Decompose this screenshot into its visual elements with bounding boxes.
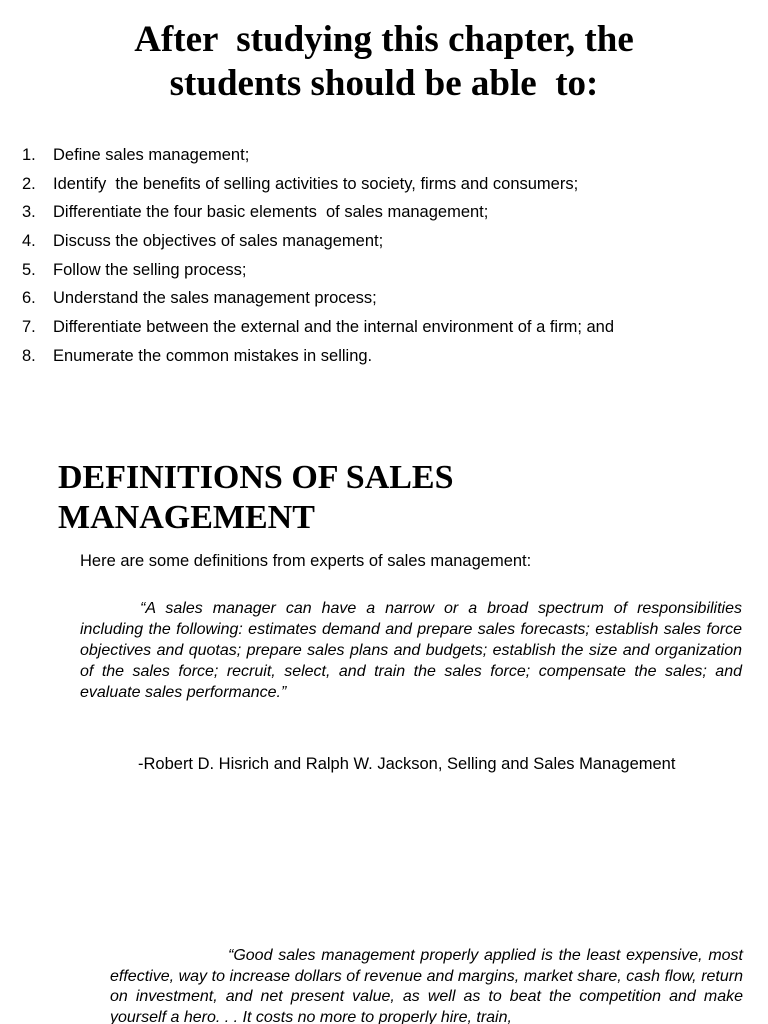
list-item-number: 2. bbox=[22, 174, 36, 193]
list-item-text: Discuss the objectives of sales management; bbox=[53, 232, 384, 251]
list-item-text: Differentiate the four basic elements of sales management; bbox=[53, 203, 489, 222]
list-item bbox=[22, 171, 614, 200]
list-item-text: Follow the selling process; bbox=[53, 260, 247, 279]
list-item-text: Differentiate between the external and the internal environment of a firm; and bbox=[53, 318, 615, 337]
list-item bbox=[22, 343, 614, 372]
objectives-list bbox=[22, 142, 614, 372]
list-item-text: Understand the sales management process; bbox=[53, 289, 377, 308]
chapter-objectives-heading: After studying this chapter, the students should be able to: bbox=[134, 19, 634, 104]
list-item-number: 7. bbox=[22, 318, 36, 337]
quote-attribution: -Robert D. Hisrich and Ralph W. Jackson, Selling and Sales Management bbox=[138, 755, 676, 773]
list-item-number: 3. bbox=[22, 203, 36, 222]
list-item bbox=[22, 228, 614, 257]
quote-hisrich-jackson: “A sales manager can have a narrow or a broad spectrum of responsibilities including the following: estimates demand and prepare sales forecasts; establish sales force objectives and quotas; prepare sales plans and budgets; establish the size and organization of the sales force; recruit, select, and train the sales force; compensate the sales; and evaluate sales performance.” bbox=[80, 600, 742, 701]
list-item bbox=[22, 285, 614, 314]
list-item bbox=[22, 199, 614, 228]
definitions-heading: DEFINITIONS OF SALES MANAGEMENT bbox=[58, 459, 454, 536]
list-item-text: Identify the benefits of selling activities to society, firms and consumers; bbox=[53, 174, 579, 193]
list-item-number: 1. bbox=[22, 146, 36, 164]
list-item-number: 8. bbox=[22, 346, 36, 365]
list-item-text: Enumerate the common mistakes in selling. bbox=[53, 346, 373, 365]
list-item-number: 5. bbox=[22, 260, 36, 279]
list-item bbox=[22, 314, 614, 343]
list-item bbox=[22, 257, 614, 286]
list-item-number: 4. bbox=[22, 232, 36, 251]
list-item bbox=[22, 142, 614, 171]
list-item-text: Define sales management; bbox=[53, 146, 250, 164]
quote-good-sales-management: “Good sales management properly applied is the least expensive, most effective, way to increase dollars of revenue and margins, market share, cash flow, return on investment, and net present value, as well as to beat the competition and make yourself a hero. . . It costs no more to properly hire, train, bbox=[110, 947, 743, 1024]
list-item-number: 6. bbox=[22, 289, 36, 308]
definitions-intro: Here are some definitions from experts of sales management: bbox=[80, 552, 532, 570]
